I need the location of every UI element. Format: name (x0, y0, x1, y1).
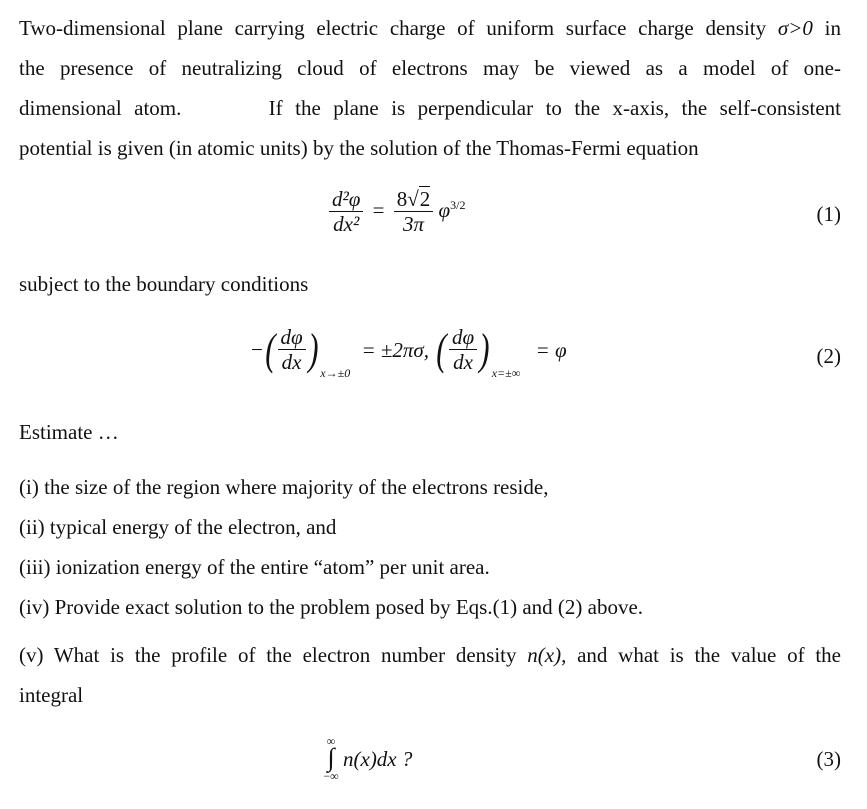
eq1-equals: = (372, 197, 385, 222)
density-symbol: n(x), (527, 643, 567, 667)
equation-3 (19, 735, 841, 805)
eq1-lhs-fraction (329, 188, 363, 236)
eq2-denominator-2: dx (453, 350, 473, 375)
eq2-condition-2: = φ (535, 337, 567, 362)
equation-2 (19, 326, 841, 396)
eq2-right-paren: ) (479, 325, 490, 375)
eq2-left-paren: ( (265, 325, 276, 375)
eq2-right-paren: ) (307, 325, 319, 375)
intro-text: in (812, 16, 841, 40)
eq1-exponent: 3/2 (450, 197, 466, 212)
eq2-subscript-2: x=±∞ (491, 365, 521, 380)
integral-lower-limit: −∞ (323, 769, 339, 783)
question-v-line-2: integral (19, 683, 84, 707)
integral-sign: ∫ (327, 743, 335, 772)
question-v-text: (v) What is the profile of the electron number density (19, 643, 528, 667)
eq1-phi: φ (438, 197, 451, 222)
eq2-denominator-1: dx (281, 350, 302, 375)
question-iv: (iv) Provide exact solution to the problem posed by Eqs.(1) and (2) above. (19, 595, 644, 619)
question-ii: (ii) typical energy of the electron, and (19, 515, 337, 539)
intro-line-2: the presence of neutralizing cloud of electrons may be viewed as a model of one- (19, 56, 841, 80)
eq2-fraction-2 (449, 326, 477, 374)
equation-2-number: (2) (816, 344, 841, 368)
boundary-conditions-text: subject to the boundary conditions (19, 272, 309, 296)
question-iii: (iii) ionization energy of the entire “atom” per unit area. (19, 555, 490, 579)
intro-text: dimensional atom. (19, 96, 182, 120)
sigma-condition: σ>0 (777, 16, 813, 40)
equation-1 (19, 188, 841, 248)
question-v-line-1 (19, 635, 841, 675)
eq2-condition-1: = ±2πσ, (361, 337, 430, 362)
eq2-numerator-2: dφ (449, 326, 477, 350)
intro-line-3 (19, 88, 841, 128)
question-v (19, 635, 841, 715)
integrand: n(x)dx ? (343, 747, 413, 771)
eq1-lhs-numerator: d²φ (329, 188, 363, 212)
eq1-lhs-denominator: dx² (333, 212, 360, 237)
eq1-sqrt-arg: 2 (419, 187, 431, 211)
eq2-left-paren: ( (436, 325, 447, 375)
equation-1-number: (1) (816, 202, 841, 226)
intro-text: If the plane is perpendicular to the x-axis, the self-consistent (268, 96, 841, 120)
eq2-minus: − (251, 337, 263, 362)
eq1-coefficient: 8 (396, 187, 408, 211)
equation-3-number: (3) (816, 747, 841, 771)
integral-upper-limit: ∞ (326, 734, 336, 748)
intro-paragraph (19, 8, 841, 168)
eq2-fraction-1 (278, 326, 306, 374)
intro-line-1 (19, 8, 841, 48)
eq2-numerator-1: dφ (278, 326, 306, 350)
eq1-rhs-numerator: 8√2 (394, 188, 434, 212)
eq2-subscript-1: x→±0 (320, 365, 351, 380)
intro-text: Two-dimensional plane carrying electric charge of uniform surface charge density (19, 16, 778, 40)
estimate-heading: Estimate … (19, 420, 119, 444)
intro-line-4: potential is given (in atomic units) by the solution of the Thomas-Fermi equation (19, 136, 699, 160)
question-v-text: and what is the value of the (566, 643, 841, 667)
eq1-rhs-denominator: 3π (403, 212, 425, 237)
question-i: (i) the size of the region where majority of the electrons reside, (19, 475, 549, 499)
eq1-rhs-fraction (394, 188, 434, 236)
